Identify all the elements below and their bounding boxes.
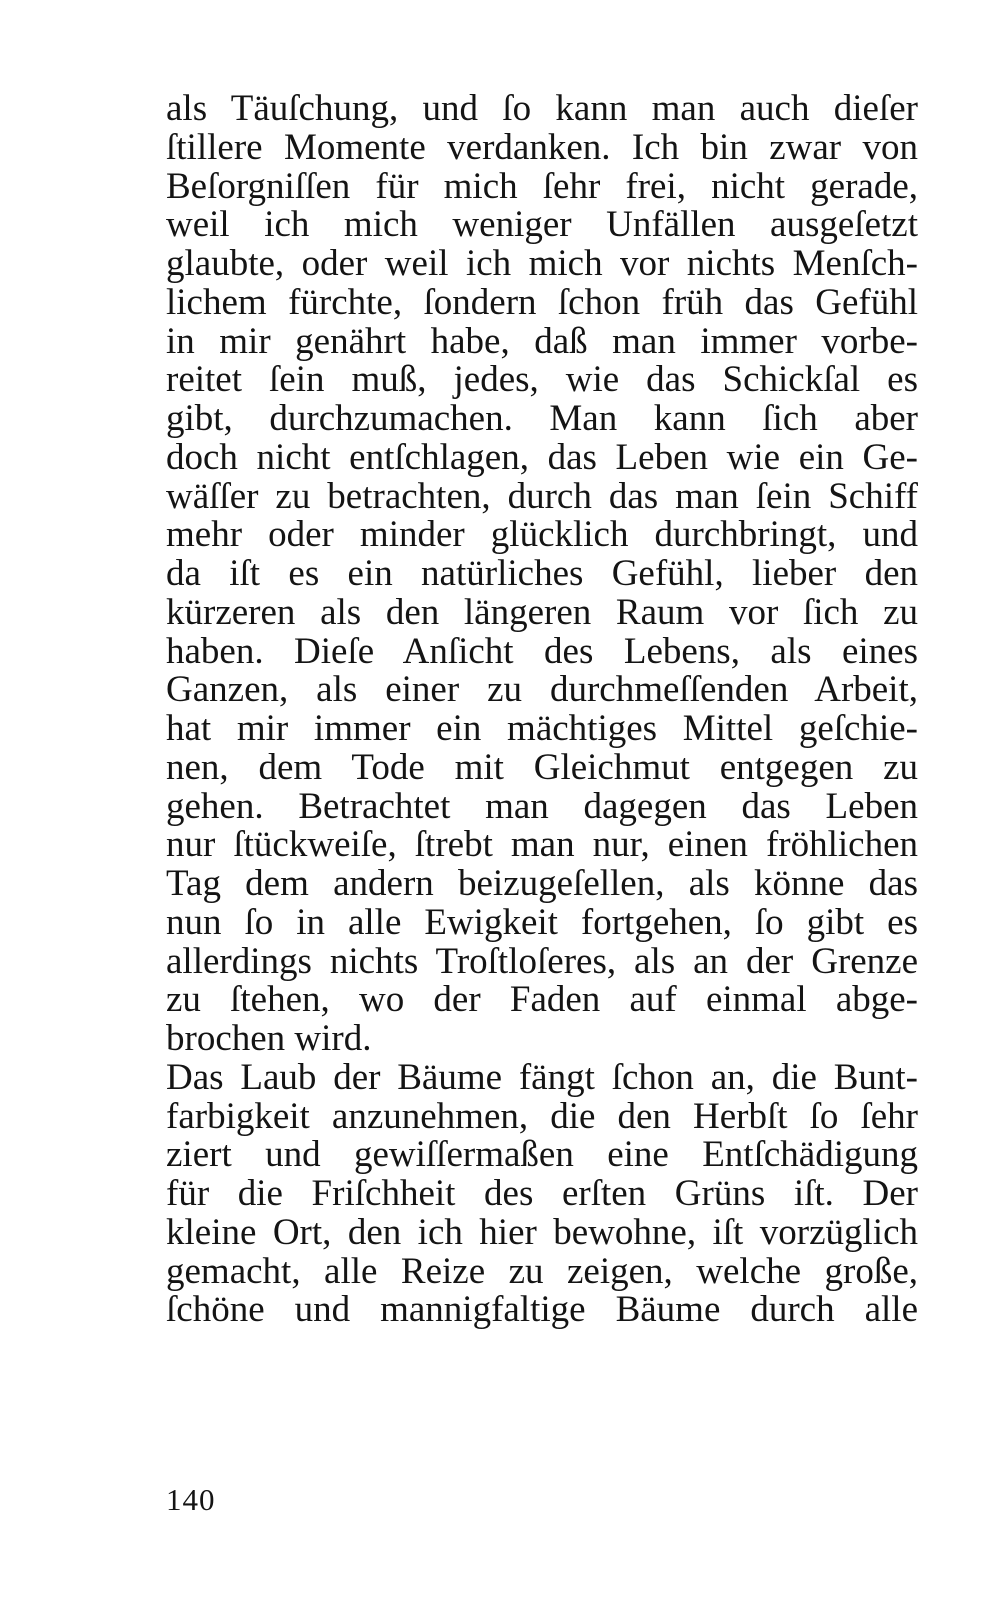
text-line-19: gehen. Betrachtet man dagegen das Leben	[166, 787, 918, 827]
text-line-6: lichem fürchte, ſondern ſchon früh das Gefühl	[166, 283, 918, 323]
text-line-32: ſchöne und mannigfaltige Bäume durch alle	[166, 1291, 918, 1330]
text-line-5: glaubte, oder weil ich mich vor nichts Menſch-	[166, 245, 918, 284]
text-line-17: hat mir immer ein mächtiges Mittel geſchie-	[166, 710, 918, 749]
body-text	[166, 90, 918, 1330]
text-line-24: zu ſtehen, wo der Faden auf einmal abge-	[166, 981, 918, 1020]
text-line-15: haben. Dieſe Anſicht des Lebens, als eines	[166, 632, 918, 672]
text-line-16: Ganzen, als einer zu durchmeſſenden Arbeit,	[166, 671, 918, 710]
text-line-3: Beſorgniſſen für mich ſehr frei, nicht gerade,	[166, 167, 918, 207]
text-line-22: nun ſo in alle Ewigkeit fortgehen, ſo gibt es	[166, 903, 918, 943]
text-line-30: kleine Ort, den ich hier bewohne, iſt vorzüglich	[166, 1213, 918, 1253]
text-line-27: farbigkeit anzunehmen, die den Herbſt ſo ſehr	[166, 1097, 918, 1137]
text-line-23: allerdings nichts Troſtloſeres, als an der Grenze	[166, 942, 918, 982]
text-line-10: doch nicht entſchlagen, das Leben wie ein Ge-	[166, 438, 918, 478]
text-line-4: weil ich mich weniger Unfällen ausgeſetzt	[166, 206, 918, 245]
text-line-26: Das Laub der Bäume fängt ſchon an, die Bunt-	[166, 1058, 918, 1098]
text-line-2: ſtillere Momente verdanken. Ich bin zwar von	[166, 128, 918, 168]
text-line-13: da iſt es ein natürliches Gefühl, lieber den	[166, 555, 918, 594]
page-number: 140	[166, 1482, 216, 1517]
text-line-8: reitet ſein muß, jedes, wie das Schickſal es	[166, 361, 918, 400]
text-line-25: brochen wird.	[166, 1020, 372, 1059]
text-line-29: für die Friſchheit des erſten Grüns iſt. Der	[166, 1175, 918, 1214]
text-line-1: als Täuſchung, und ſo kann man auch dieſer	[166, 90, 918, 129]
text-line-20: nur ſtückweiſe, ſtrebt man nur, einen fröhlichen	[166, 826, 918, 865]
text-line-12: mehr oder minder glücklich durchbringt, und	[166, 516, 918, 555]
text-line-18: nen, dem Tode mit Gleichmut entgegen zu	[166, 748, 918, 788]
text-line-7: in mir genährt habe, daß man immer vorbe-	[166, 322, 918, 362]
text-line-9: gibt, durchzumachen. Man kann ſich aber	[166, 400, 918, 439]
text-line-21: Tag dem andern beizugeſellen, als könne das	[166, 865, 918, 904]
text-line-11: wäſſer zu betrachten, durch das man ſein Schiff	[166, 477, 918, 517]
text-line-31: gemacht, alle Reize zu zeigen, welche große,	[166, 1252, 918, 1292]
text-line-28: ziert und gewiſſermaßen eine Entſchädigung	[166, 1136, 918, 1175]
text-line-14: kürzeren als den längeren Raum vor ſich zu	[166, 593, 918, 633]
